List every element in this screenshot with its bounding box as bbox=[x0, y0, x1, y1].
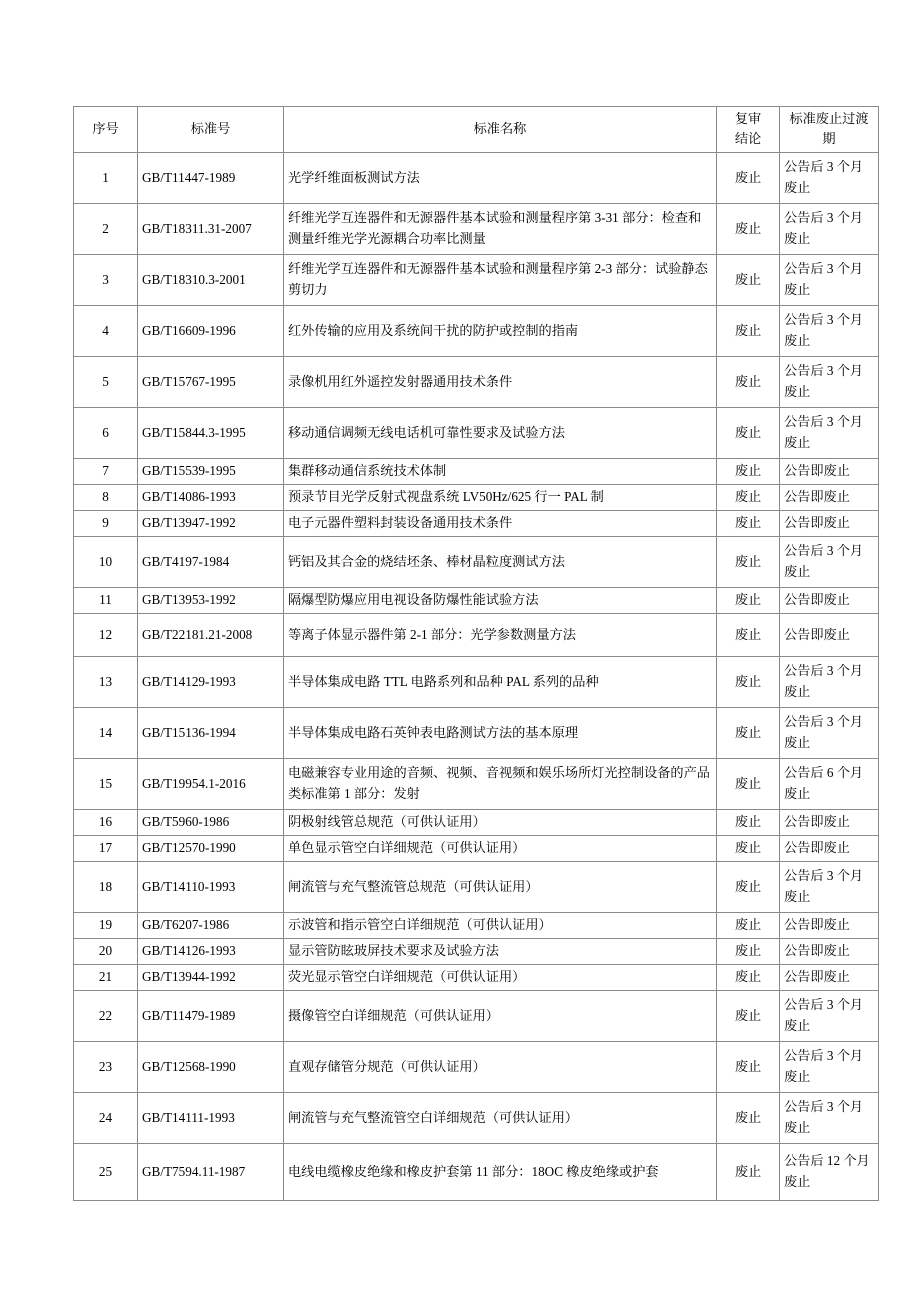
header-review-conclusion bbox=[717, 107, 780, 153]
cell-sequence: 4 bbox=[74, 305, 138, 356]
cell-review-conclusion: 废止 bbox=[717, 356, 780, 407]
cell-review-conclusion: 废止 bbox=[717, 656, 780, 707]
cell-sequence: 23 bbox=[74, 1041, 138, 1092]
header-standard-code: 标准号 bbox=[138, 107, 284, 153]
cell-transition-period: 公告后 12 个月废止 bbox=[780, 1143, 879, 1200]
table-row bbox=[74, 458, 879, 484]
cell-transition-period: 公告即废止 bbox=[780, 484, 879, 510]
cell-review-conclusion: 废止 bbox=[717, 1143, 780, 1200]
cell-transition-period: 公告后 3 个月废止 bbox=[780, 1041, 879, 1092]
table-row bbox=[74, 587, 879, 613]
cell-standard-code: GB/T15844.3-1995 bbox=[138, 407, 284, 458]
cell-review-conclusion: 废止 bbox=[717, 1092, 780, 1143]
table-row bbox=[74, 809, 879, 835]
cell-standard-code: GB/T4197-1984 bbox=[138, 536, 284, 587]
table-row bbox=[74, 254, 879, 305]
cell-standard-name: 电磁兼容专业用途的音频、视频、音视频和娱乐场所灯光控制设备的产品类标准第 1 部分：发射 bbox=[284, 758, 717, 809]
table-row bbox=[74, 835, 879, 861]
cell-standard-code: GB/T11479-1989 bbox=[138, 990, 284, 1041]
header-row bbox=[74, 107, 879, 153]
cell-standard-name: 半导体集成电路 TTL 电路系列和品种 PAL 系列的品种 bbox=[284, 656, 717, 707]
cell-standard-code: GB/T12568-1990 bbox=[138, 1041, 284, 1092]
cell-standard-name: 电子元器件塑料封装设备通用技术条件 bbox=[284, 510, 717, 536]
cell-standard-code: GB/T14129-1993 bbox=[138, 656, 284, 707]
cell-transition-period: 公告后 3 个月废止 bbox=[780, 254, 879, 305]
cell-transition-period: 公告即废止 bbox=[780, 809, 879, 835]
table-row bbox=[74, 707, 879, 758]
header-transition-period bbox=[780, 107, 879, 153]
cell-transition-period: 公告后 3 个月废止 bbox=[780, 656, 879, 707]
cell-transition-period: 公告后 3 个月废止 bbox=[780, 407, 879, 458]
cell-sequence: 11 bbox=[74, 587, 138, 613]
cell-standard-code: GB/T18310.3-2001 bbox=[138, 254, 284, 305]
table-row bbox=[74, 656, 879, 707]
cell-sequence: 18 bbox=[74, 861, 138, 912]
cell-standard-name: 光学纤维面板测试方法 bbox=[284, 152, 717, 203]
cell-review-conclusion: 废止 bbox=[717, 809, 780, 835]
cell-transition-period: 公告即废止 bbox=[780, 835, 879, 861]
cell-standard-code: GB/T14126-1993 bbox=[138, 938, 284, 964]
header-standard-name: 标准名称 bbox=[284, 107, 717, 153]
cell-sequence: 25 bbox=[74, 1143, 138, 1200]
cell-review-conclusion: 废止 bbox=[717, 861, 780, 912]
cell-standard-name: 单色显示管空白详细规范（可供认证用） bbox=[284, 835, 717, 861]
cell-standard-name: 半导体集成电路石英钟表电路测试方法的基本原理 bbox=[284, 707, 717, 758]
cell-sequence: 12 bbox=[74, 613, 138, 656]
cell-review-conclusion: 废止 bbox=[717, 203, 780, 254]
table-row bbox=[74, 990, 879, 1041]
table-row bbox=[74, 758, 879, 809]
cell-standard-name: 预录节目光学反射式视盘系统 LV50Hz/625 行一 PAL 制 bbox=[284, 484, 717, 510]
header-transition-period-line2: 期 bbox=[822, 131, 836, 147]
cell-standard-name: 直观存储管分规范（可供认证用） bbox=[284, 1041, 717, 1092]
cell-transition-period: 公告后 3 个月废止 bbox=[780, 356, 879, 407]
cell-standard-name: 纤维光学互连器件和无源器件基本试验和测量程序第 3-31 部分：检查和测量纤维光学光源耦合功率比测量 bbox=[284, 203, 717, 254]
table-row bbox=[74, 203, 879, 254]
table-row bbox=[74, 152, 879, 203]
cell-transition-period: 公告即废止 bbox=[780, 510, 879, 536]
cell-standard-code: GB/T22181.21-2008 bbox=[138, 613, 284, 656]
cell-standard-code: GB/T6207-1986 bbox=[138, 912, 284, 938]
cell-transition-period: 公告即废止 bbox=[780, 613, 879, 656]
cell-sequence: 8 bbox=[74, 484, 138, 510]
table-row bbox=[74, 861, 879, 912]
cell-review-conclusion: 废止 bbox=[717, 587, 780, 613]
cell-sequence: 3 bbox=[74, 254, 138, 305]
table-row bbox=[74, 407, 879, 458]
cell-review-conclusion: 废止 bbox=[717, 964, 780, 990]
standards-abolition-table bbox=[73, 106, 879, 1201]
table-header bbox=[74, 107, 879, 153]
cell-review-conclusion: 废止 bbox=[717, 305, 780, 356]
cell-standard-code: GB/T14110-1993 bbox=[138, 861, 284, 912]
cell-transition-period: 公告即废止 bbox=[780, 458, 879, 484]
cell-transition-period: 公告后 3 个月废止 bbox=[780, 152, 879, 203]
cell-review-conclusion: 废止 bbox=[717, 990, 780, 1041]
cell-standard-code: GB/T16609-1996 bbox=[138, 305, 284, 356]
cell-transition-period: 公告后 6 个月废止 bbox=[780, 758, 879, 809]
cell-standard-code: GB/T7594.11-1987 bbox=[138, 1143, 284, 1200]
cell-sequence: 14 bbox=[74, 707, 138, 758]
header-sequence: 序号 bbox=[74, 107, 138, 153]
table-row bbox=[74, 536, 879, 587]
cell-transition-period: 公告后 3 个月废止 bbox=[780, 305, 879, 356]
cell-review-conclusion: 废止 bbox=[717, 707, 780, 758]
cell-review-conclusion: 废止 bbox=[717, 613, 780, 656]
header-transition-period-line1: 标准废止过渡 bbox=[789, 111, 869, 126]
cell-standard-name: 移动通信调频无线电话机可靠性要求及试验方法 bbox=[284, 407, 717, 458]
standards-table-container bbox=[73, 106, 878, 1201]
cell-standard-name: 显示管防眩玻屏技术要求及试验方法 bbox=[284, 938, 717, 964]
cell-standard-code: GB/T13953-1992 bbox=[138, 587, 284, 613]
cell-transition-period: 公告后 3 个月废止 bbox=[780, 707, 879, 758]
cell-sequence: 7 bbox=[74, 458, 138, 484]
cell-standard-code: GB/T14111-1993 bbox=[138, 1092, 284, 1143]
cell-sequence: 22 bbox=[74, 990, 138, 1041]
cell-standard-code: GB/T15767-1995 bbox=[138, 356, 284, 407]
cell-standard-name: 阴极射线管总规范（可供认证用） bbox=[284, 809, 717, 835]
cell-sequence: 2 bbox=[74, 203, 138, 254]
table-row bbox=[74, 938, 879, 964]
cell-standard-code: GB/T12570-1990 bbox=[138, 835, 284, 861]
cell-review-conclusion: 废止 bbox=[717, 835, 780, 861]
cell-standard-name: 摄像管空白详细规范（可供认证用） bbox=[284, 990, 717, 1041]
cell-sequence: 10 bbox=[74, 536, 138, 587]
cell-sequence: 20 bbox=[74, 938, 138, 964]
cell-sequence: 13 bbox=[74, 656, 138, 707]
table-row bbox=[74, 510, 879, 536]
cell-standard-code: GB/T5960-1986 bbox=[138, 809, 284, 835]
table-row bbox=[74, 305, 879, 356]
cell-sequence: 16 bbox=[74, 809, 138, 835]
cell-review-conclusion: 废止 bbox=[717, 484, 780, 510]
cell-standard-name: 等离子体显示器件第 2-1 部分：光学参数测量方法 bbox=[284, 613, 717, 656]
cell-review-conclusion: 废止 bbox=[717, 536, 780, 587]
cell-transition-period: 公告后 3 个月废止 bbox=[780, 861, 879, 912]
cell-standard-name: 示波管和指示管空白详细规范（可供认证用） bbox=[284, 912, 717, 938]
cell-standard-name: 红外传输的应用及系统间干扰的防护或控制的指南 bbox=[284, 305, 717, 356]
cell-sequence: 1 bbox=[74, 152, 138, 203]
cell-review-conclusion: 废止 bbox=[717, 152, 780, 203]
cell-review-conclusion: 废止 bbox=[717, 1041, 780, 1092]
table-row bbox=[74, 1092, 879, 1143]
cell-review-conclusion: 废止 bbox=[717, 407, 780, 458]
table-row bbox=[74, 356, 879, 407]
cell-standard-code: GB/T19954.1-2016 bbox=[138, 758, 284, 809]
cell-transition-period: 公告即废止 bbox=[780, 912, 879, 938]
cell-sequence: 21 bbox=[74, 964, 138, 990]
cell-sequence: 5 bbox=[74, 356, 138, 407]
cell-standard-name: 闸流管与充气整流管总规范（可供认证用） bbox=[284, 861, 717, 912]
cell-standard-name: 集群移动通信系统技术体制 bbox=[284, 458, 717, 484]
cell-standard-code: GB/T14086-1993 bbox=[138, 484, 284, 510]
cell-standard-name: 钙铝及其合金的烧结坯条、棒材晶粒度测试方法 bbox=[284, 536, 717, 587]
table-row bbox=[74, 1041, 879, 1092]
cell-review-conclusion: 废止 bbox=[717, 458, 780, 484]
table-row bbox=[74, 1143, 879, 1200]
cell-standard-code: GB/T15539-1995 bbox=[138, 458, 284, 484]
cell-transition-period: 公告后 3 个月废止 bbox=[780, 1092, 879, 1143]
cell-review-conclusion: 废止 bbox=[717, 938, 780, 964]
cell-standard-name: 荧光显示管空白详细规范（可供认证用） bbox=[284, 964, 717, 990]
cell-transition-period: 公告即废止 bbox=[780, 587, 879, 613]
cell-review-conclusion: 废止 bbox=[717, 254, 780, 305]
cell-transition-period: 公告即废止 bbox=[780, 964, 879, 990]
cell-transition-period: 公告后 3 个月废止 bbox=[780, 536, 879, 587]
cell-standard-name: 隔爆型防爆应用电视设备防爆性能试验方法 bbox=[284, 587, 717, 613]
header-review-conclusion-line2: 结论 bbox=[734, 131, 762, 147]
cell-sequence: 6 bbox=[74, 407, 138, 458]
header-review-conclusion-line1: 复审 bbox=[734, 111, 762, 126]
table-row bbox=[74, 964, 879, 990]
cell-sequence: 15 bbox=[74, 758, 138, 809]
cell-standard-code: GB/T18311.31-2007 bbox=[138, 203, 284, 254]
cell-transition-period: 公告即废止 bbox=[780, 938, 879, 964]
cell-transition-period: 公告后 3 个月废止 bbox=[780, 990, 879, 1041]
cell-review-conclusion: 废止 bbox=[717, 912, 780, 938]
cell-sequence: 19 bbox=[74, 912, 138, 938]
cell-review-conclusion: 废止 bbox=[717, 510, 780, 536]
cell-standard-code: GB/T11447-1989 bbox=[138, 152, 284, 203]
cell-standard-name: 闸流管与充气整流管空白详细规范（可供认证用） bbox=[284, 1092, 717, 1143]
table-row bbox=[74, 912, 879, 938]
cell-sequence: 24 bbox=[74, 1092, 138, 1143]
cell-sequence: 17 bbox=[74, 835, 138, 861]
table-row bbox=[74, 484, 879, 510]
cell-standard-code: GB/T13944-1992 bbox=[138, 964, 284, 990]
cell-standard-name: 录像机用红外遥控发射器通用技术条件 bbox=[284, 356, 717, 407]
table-row bbox=[74, 613, 879, 656]
cell-sequence: 9 bbox=[74, 510, 138, 536]
cell-standard-code: GB/T13947-1992 bbox=[138, 510, 284, 536]
cell-standard-code: GB/T15136-1994 bbox=[138, 707, 284, 758]
table-body bbox=[74, 152, 879, 1200]
cell-standard-name: 纤维光学互连器件和无源器件基本试验和测量程序第 2-3 部分：试验静态剪切力 bbox=[284, 254, 717, 305]
cell-review-conclusion: 废止 bbox=[717, 758, 780, 809]
cell-standard-name: 电线电缆橡皮绝缘和橡皮护套第 11 部分：18OC 橡皮绝缘或护套 bbox=[284, 1143, 717, 1200]
cell-transition-period: 公告后 3 个月废止 bbox=[780, 203, 879, 254]
